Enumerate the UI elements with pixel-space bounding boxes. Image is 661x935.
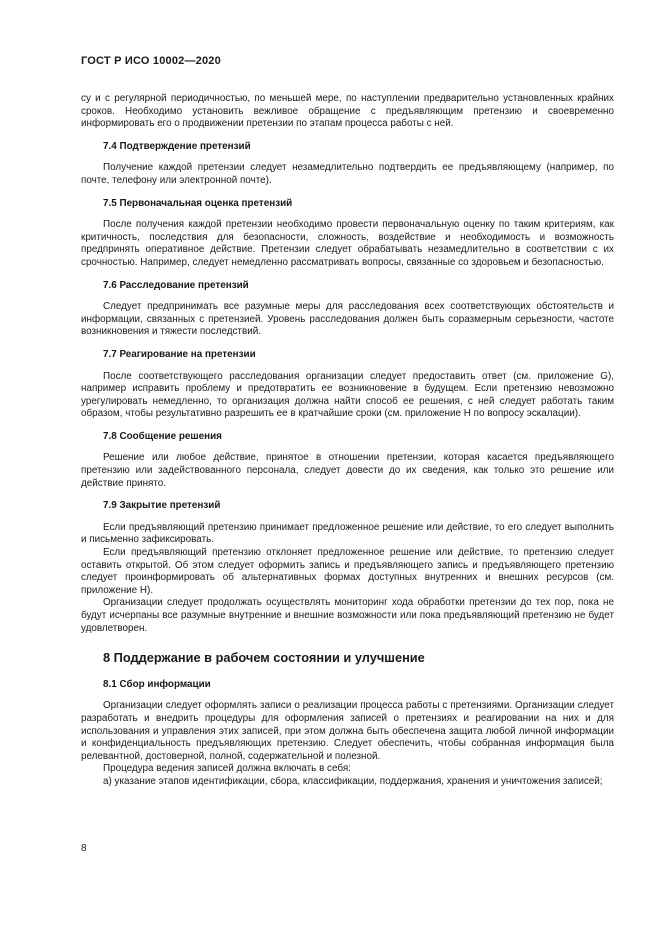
list-item: а) указание этапов идентификации, сбора, классификации, поддержания, хранения и уничтожения записей; xyxy=(103,775,603,787)
paragraph: После получения каждой претензии необходимо провести первоначальную оценку по таким критериям, как критичность, последствия для безопасности, сложность, воздействие и необходимость и возможность предпринять оперативное действие. Претензии следует обрабатывать незамедлительно в соответствии с их срочностью. Например, следует немедленно рассматривать вопросы, связанные со здоровьем и безопасностью. xyxy=(81,219,614,268)
paragraph: Организации следует оформлять записи о реализации процесса работы с претензиями. Организации следует разработать и внедрить процедуры для оформления записей о претензиях и реагировании на них и для использования и управления этих записей, при этом должна быть обеспечена защита любой личной информации и конфиденциальность предъявляющих претензию. Следует обеспечить, чтобы собранная информация была релевантной, достоверной, полной, содержательной и полезной. xyxy=(81,700,614,762)
continuation-paragraph: су и с регулярной периодичностью, по меньшей мере, по наступлении предварительно установленных крайних сроков. Необходимо установить вежливое обращение с предъявляющим претензию и своевременно информировать его о продвижении претензии по этапам процесса работы с ней. xyxy=(81,93,614,130)
paragraph: После соответствующего расследования организации следует предоставить ответ (см. приложение G), например исправить проблему и предотвратить ее возникновение в будущем. Если претензию невозможно урегулировать немедленно, то организация должна найти способ ее решения, с ней следует работать таким образом, чтобы результативно разрешить ее в кратчайшие сроки (см. приложение Н по вопросу эскалации). xyxy=(81,370,614,420)
section-heading-7-6: 7.6 Расследование претензий xyxy=(103,279,249,291)
section-heading-7-9: 7.9 Закрытие претензий xyxy=(103,500,221,512)
paragraph: Решение или любое действие, принятое в отношении претензии, которая касается предъявляющего претензию или задействованного персонала, следует довести до их сведения, как только это решение или действие принято. xyxy=(81,452,614,489)
document-body xyxy=(81,93,614,789)
section-heading-7-7: 7.7 Реагирование на претензии xyxy=(103,348,256,360)
section-heading-8-1: 8.1 Сбор информации xyxy=(103,678,211,690)
paragraph: Процедура ведения записей должна включать в себя: xyxy=(103,763,351,775)
paragraph: Если предъявляющий претензию отклоняет предложенное решение или действие, то претензию следует оставить открытой. Об этом следует оформить запись и предъявляющего запись и предъявляющего претензию следует проинформировать об альтернативных формах доступных внутренних и внешних ресурсов (см. приложение Н). xyxy=(81,547,614,596)
document-header: ГОСТ Р ИСО 10002—2020 xyxy=(81,55,221,67)
section-heading-7-8: 7.8 Сообщение решения xyxy=(103,430,222,442)
paragraph: Организации следует продолжать осуществлять мониторинг хода обработки претензии до тех пор, пока не будут исчерпаны все разумные внутренние и внешние возможности или пока предъявляющий претензию не будет удовлетворен. xyxy=(81,597,614,634)
paragraph: Получение каждой претензии следует незамедлительно подтвердить ее предъявляющему (например, по почте, телефону или электронной почте). xyxy=(81,162,614,186)
section-heading-7-4: 7.4 Подтверждение претензий xyxy=(103,140,251,152)
paragraph: Если предъявляющий претензию принимает предложенное решение или действие, то его следует выполнить и письменно зафиксировать. xyxy=(81,521,614,546)
page-number: 8 xyxy=(81,843,87,854)
section-heading-7-5: 7.5 Первоначальная оценка претензий xyxy=(103,197,293,209)
chapter-heading-8: 8 Поддержание в рабочем состоянии и улучшение xyxy=(103,650,425,666)
paragraph: Следует предпринимать все разумные меры для расследования всех соответствующих обстоятельств и информации, связанных с претензией. Уровень расследования должен быть соразмерным серьезности, частоте возникновения и тяжести последствий. xyxy=(81,301,614,338)
